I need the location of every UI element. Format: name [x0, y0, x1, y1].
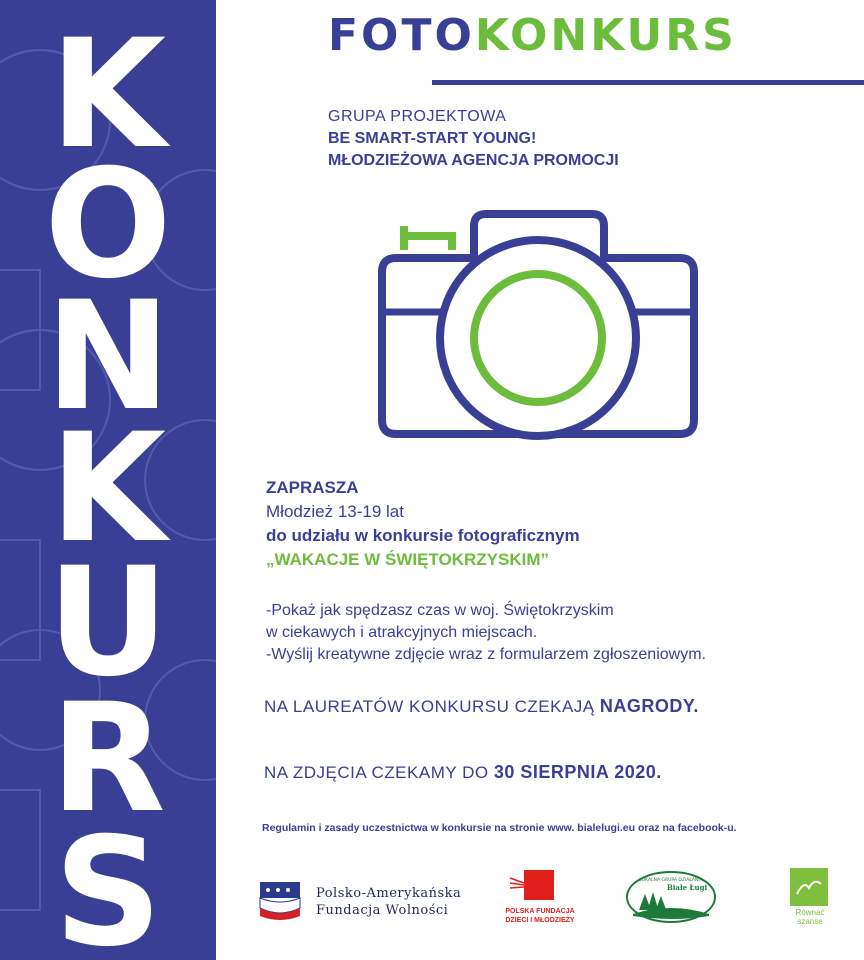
side-letter: R — [50, 672, 166, 846]
organizer-group — [328, 106, 619, 172]
lgd-forest-icon — [625, 870, 717, 924]
pafw-flag-icon — [256, 878, 304, 922]
pafw-logo — [256, 876, 476, 924]
instruction-line: w ciekawych i atrakcyjnych miejscach. — [266, 624, 538, 641]
prizes-line: NA LAUREATÓW KONKURSU CZEKAJĄ NAGRODY. — [264, 696, 699, 716]
invite-heading: ZAPRASZA — [266, 478, 359, 497]
pafw-name-line: Polsko-Amerykańska — [316, 886, 462, 901]
participation-line: do udziału w konkursie fotograficznym — [266, 526, 580, 545]
camera-icon — [374, 210, 704, 450]
contest-name: „WAKACJE W ŚWIĘTOKRZYSKIM” — [266, 550, 550, 569]
group-line: BE SMART-START YOUNG! — [328, 130, 537, 147]
side-letter: N — [45, 270, 171, 444]
side-letter: S — [53, 806, 163, 960]
instruction-line: -Wyślij kreatywne zdjęcie wraz z formularzem zgłoszeniowym. — [266, 646, 706, 663]
rownac-szanse-logo — [788, 868, 832, 928]
page-title — [328, 10, 737, 61]
pafw-name-line: Fundacja Wolności — [316, 903, 449, 918]
bird-icon — [794, 874, 824, 900]
group-line: MŁODZIEŻOWA AGENCJA PROMOCJI — [328, 152, 619, 169]
title-konkurs: KONKURS — [474, 10, 737, 61]
deadline-date: 30 SIERPNIA 2020. — [493, 762, 662, 782]
rules-note: Regulamin i zasady uczestnictwa w konkursie na stronie www. bialelugi.eu oraz na facebook-u. — [262, 822, 737, 834]
side-letter: K — [49, 8, 167, 182]
side-banner — [0, 0, 216, 960]
lgd-arc-text: LOKALNA GRUPA DZIAŁANIA — [639, 878, 703, 883]
pfdim-name-line: POLSKA FUNDACJA — [505, 908, 575, 915]
pfdim-logo-icon — [524, 870, 554, 900]
side-letter: U — [47, 536, 169, 710]
pfdim-logo — [500, 866, 580, 930]
title-foto: FOTO — [328, 10, 475, 61]
lgd-name: Białe Ługi — [666, 883, 708, 892]
deadline-line: NA ZDJĘCIA CZEKAMY DO 30 SIERPNIA 2020. — [264, 762, 662, 782]
youth-line: Młodzież 13-19 lat — [266, 502, 404, 521]
instructions — [266, 600, 706, 666]
invitation-block — [266, 476, 580, 572]
instruction-line: -Pokaż jak spędzasz czas w woj. Świętokrzyskim — [266, 602, 614, 619]
pfdim-accent-icon — [508, 876, 528, 890]
prizes-bold: NAGRODY. — [599, 696, 699, 716]
side-letter: K — [49, 402, 167, 576]
pfdim-name-line: DZIECI I MŁODZIEŻY — [505, 917, 575, 924]
rownac-line: szanse — [797, 917, 823, 926]
age-range: 13-19 — [337, 502, 382, 521]
title-divider — [432, 80, 864, 85]
group-line: GRUPA PROJEKTOWA — [328, 108, 507, 125]
side-letter: O — [44, 138, 172, 312]
rownac-line: Równać — [795, 908, 825, 917]
